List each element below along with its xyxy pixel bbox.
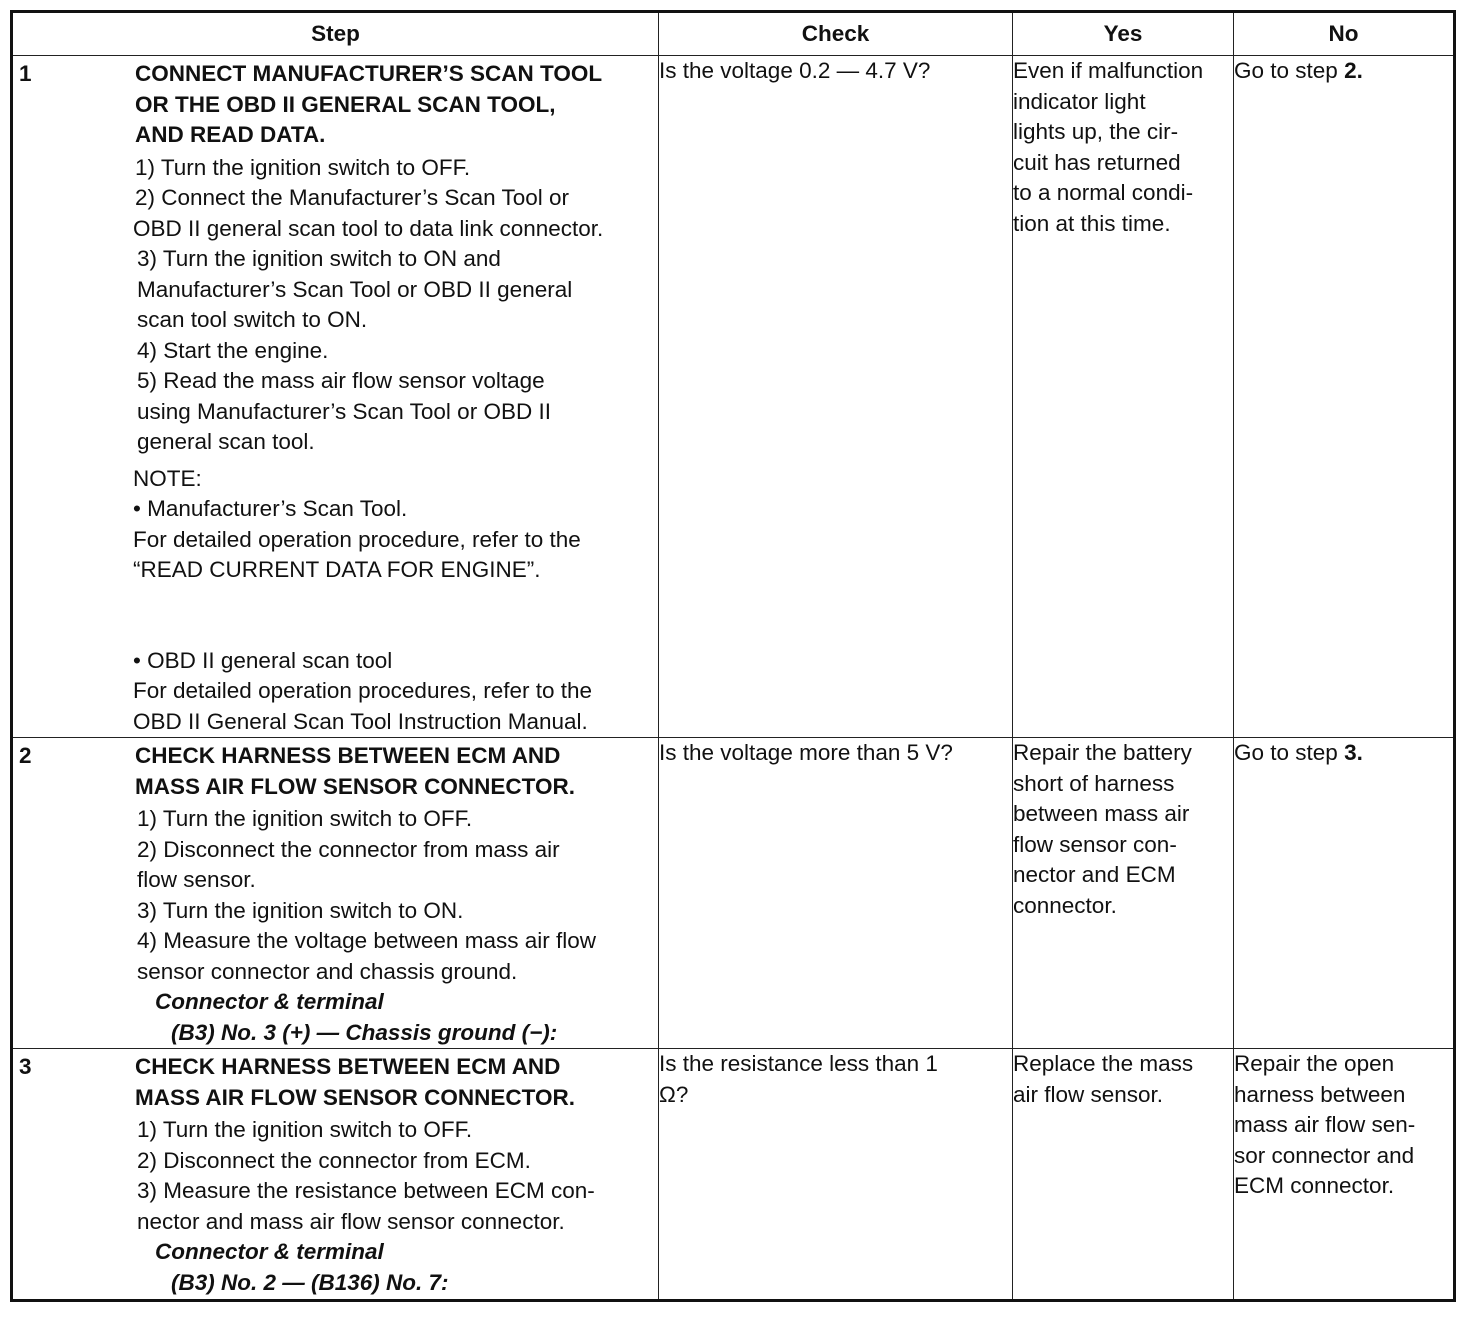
table-row	[12, 738, 1455, 1049]
header-check: Check	[659, 12, 1013, 56]
header-no: No	[1234, 12, 1455, 56]
step-link: 3.	[1344, 740, 1363, 765]
terminal-value: (B3) No. 2 — (B136) No. 7:	[171, 1269, 449, 1295]
step-cell: 1 CONNECT MANUFACTURER’S SCAN TOOL OR THE OBD II GENERAL SCAN TOOL, AND READ DATA. 1) Turn the ignition switch to OFF. 2) Connect the Manufacturer’s Scan Tool or OBD II general scan tool to data link connector. 3) Turn the ignition switch to ON and Manufacturer’s Scan Tool or OBD II general scan tool switch to ON. 4) Start the engine. 5) Read the mass air flow sensor voltage using Manufacturer’s Scan Tool or OBD II general scan tool. NOTE: • Manufacturer’s Scan Tool. For detailed operation procedure, refer to the “READ CURRENT DATA FOR ENGINE”. • OBD II general scan tool For detailed operation procedures, refer to the OBD II General Scan Tool Instruction Manual.	[12, 56, 659, 738]
header-yes: Yes	[1013, 12, 1234, 56]
check-cell: Is the voltage more than 5 V?	[659, 738, 1013, 1049]
no-cell: Go to step 3.	[1234, 738, 1455, 1049]
step-title: CONNECT MANUFACTURER’S SCAN TOOL OR THE OBD II GENERAL SCAN TOOL, AND READ DATA.	[135, 61, 603, 147]
terminal-value: (B3) No. 3 (+) — Chassis ground (−):	[171, 1019, 558, 1045]
step-title: CHECK HARNESS BETWEEN ECM AND MASS AIR FLOW SENSOR CONNECTOR.	[135, 1054, 576, 1110]
terminal-label: Connector & terminal	[155, 989, 384, 1014]
step-instructions: 1) Turn the ignition switch to OFF. 2) Disconnect the connector from mass air flow sensor. 3) Turn the ignition switch to ON. 4) Measure the voltage between mass air flow sensor connector and chassis ground. Connector & terminal (B3) No. 3 (+) — Chassis ground (−):	[13, 804, 658, 1048]
yes-cell: Even if malfunction indicator light lights up, the cir- cuit has returned to a normal condi- tion at this time.	[1013, 56, 1234, 738]
check-cell: Is the resistance less than 1 Ω?	[659, 1049, 1013, 1301]
diagnostic-table	[10, 10, 1456, 1302]
step-number: 1	[19, 61, 32, 86]
step-instructions: 1) Turn the ignition switch to OFF. 2) Disconnect the connector from ECM. 3) Measure the resistance between ECM con- nector and mass air flow sensor connector. Connector & terminal (B3) No. 2 — (B136) No. 7:	[13, 1115, 658, 1298]
check-cell: Is the voltage 0.2 — 4.7 V?	[659, 56, 1013, 738]
no-cell: Repair the open harness between mass air flow sen- sor connector and ECM connector.	[1234, 1049, 1455, 1301]
step-title: CHECK HARNESS BETWEEN ECM AND MASS AIR FLOW SENSOR CONNECTOR.	[135, 743, 576, 799]
note-block: NOTE: • Manufacturer’s Scan Tool. For detailed operation procedure, refer to the “READ CURRENT DATA FOR ENGINE”. • OBD II general scan tool For detailed operation procedures, refer to the OBD II General Scan Tool Instruction Manual.	[133, 465, 593, 734]
step-number: 2	[19, 743, 32, 768]
step-cell	[12, 738, 659, 1049]
header-row	[12, 12, 1455, 56]
yes-cell: Replace the mass air flow sensor.	[1013, 1049, 1234, 1301]
yes-cell: Repair the battery short of harness between mass air flow sensor con- nector and ECM connector.	[1013, 738, 1234, 1049]
step-cell	[12, 1049, 659, 1301]
table-row	[12, 1049, 1455, 1301]
step-number: 3	[19, 1054, 32, 1079]
step-link: 2.	[1344, 58, 1363, 83]
header-step: Step	[12, 12, 659, 56]
step-instructions: 1) Turn the ignition switch to OFF. 2) Connect the Manufacturer’s Scan Tool or	[135, 154, 569, 210]
terminal-label: Connector & terminal	[155, 1239, 384, 1264]
no-cell: Go to step 2.	[1234, 56, 1455, 738]
table-row	[12, 56, 1455, 738]
